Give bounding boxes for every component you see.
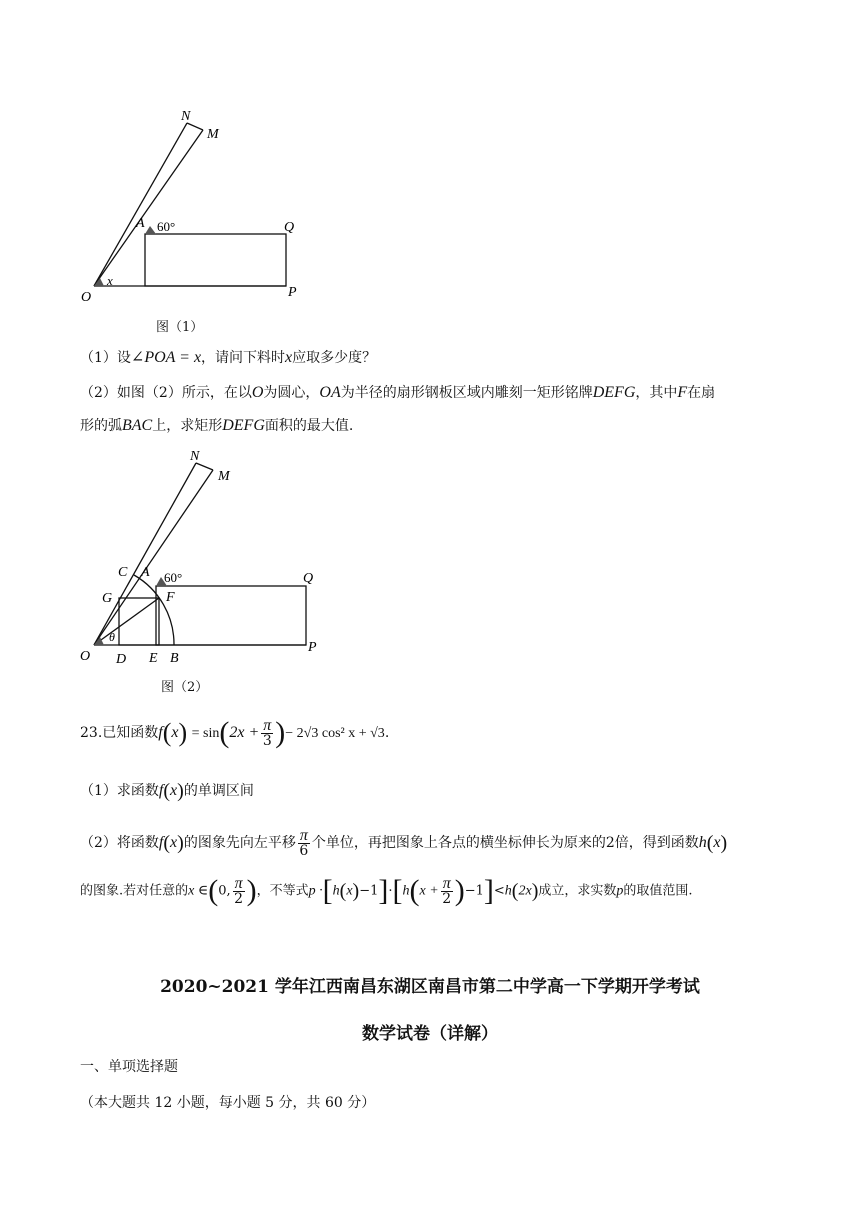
figure-2	[70, 443, 340, 673]
fig2-label-o: O	[80, 649, 91, 664]
fig1-label-o: O	[81, 290, 92, 305]
fig2-label-m: M	[218, 469, 230, 484]
exam-subtitle: 数学试卷（详解）	[362, 1024, 498, 1044]
fig1-label-x: x	[107, 273, 113, 288]
section-heading: 一、单项选择题	[80, 1059, 178, 1075]
fig2-label-n: N	[190, 449, 200, 464]
q23-stem: 23.已知函数f(x) = sin(2x + $\frac{\pi}{3}$ )− 2√3 cos² x + √3.	[80, 716, 390, 749]
fig1-label-p: P	[288, 285, 297, 300]
fig1-label-a: A	[136, 216, 145, 231]
fig2-label-theta: θ	[109, 630, 115, 644]
fig2-label-angle: 60°	[164, 570, 183, 585]
fig2-label-b: B	[170, 651, 179, 666]
fig1-label-q: Q	[284, 220, 295, 235]
fig2-label-f: F	[166, 590, 175, 605]
fig2-label-c: C	[118, 565, 128, 580]
fig2-label-p: P	[308, 640, 317, 655]
fig1-label-angle: 60°	[157, 219, 176, 234]
q23-part2-line2: 的图象.若对任意的x ∈(0, $\frac{\pi}{2}$ )，不等式p ·[h(x)−1]·[h(x + $\frac{\pi}{2}$ )−1]<h(2x)成立，求实数p的取值范围.	[80, 874, 693, 907]
q23-part2-line1: （2）将函数f(x)的图象先向左平移 $\frac{\pi}{6}$ 个单位，再把图象上各点的横坐标伸长为原来的2倍，得到函数h(x)	[80, 826, 728, 859]
figure-1-caption: 图（1）	[156, 320, 204, 335]
fig1-label-m: M	[207, 127, 219, 142]
section-note: （本大题共 12 小题，每小题 5 分，共 60 分）	[80, 1095, 376, 1111]
fig2-label-a: A	[141, 565, 150, 580]
fig1-label-n: N	[181, 109, 191, 124]
q22-part2-line1: （2）如图（2）所示，在以O为圆心，OA为半径的扇形钢板区域内雕刻一矩形铭牌DEFG，其中F在扇	[80, 384, 716, 401]
fig2-label-d: D	[116, 652, 127, 667]
figure-2-caption: 图（2）	[161, 680, 209, 695]
fig2-label-g: G	[102, 591, 113, 606]
q22-part1: （1）设∠POA = x，请问下料时x应取多少度？	[80, 349, 377, 366]
figure-1	[70, 100, 330, 310]
fig2-label-e: E	[149, 651, 158, 666]
fig2-label-q: Q	[303, 571, 314, 586]
q22-part2-line2: 形的弧BAC上，求矩形DEFG面积的最大值.	[80, 417, 354, 434]
exam-title: 2020~2021 学年江西南昌东湖区南昌市第二中学高一下学期开学考试	[160, 977, 700, 997]
q23-part1: （1）求函数f(x)的单调区间	[80, 780, 254, 802]
